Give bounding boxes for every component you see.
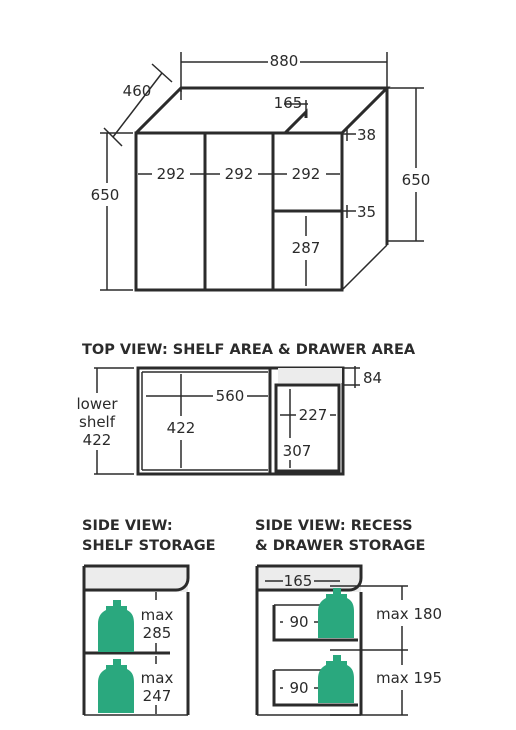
recess-165-label: 165 [273,94,303,112]
lower-drawer-depth: 90 [289,679,309,697]
bottle-lower [98,659,134,713]
recess-165-side: 165 [283,572,313,590]
side-drawer-heading-2: & DRAWER STORAGE [255,538,426,554]
side-view-drawer [255,518,442,715]
lower-max-value: 247 [142,687,172,705]
height-right-650: 650 [401,171,431,189]
width-880-label: 880 [269,52,299,70]
upper-drawer-depth: 90 [289,613,309,631]
door-3-width: 292 [291,165,321,183]
upper-max-label: max [140,606,174,624]
drawer-bottle-upper [318,588,354,638]
door-1-width: 292 [156,165,186,183]
lower-drawer-max: max 195 [376,669,443,687]
drawer-gap-35: 35 [357,203,377,221]
drawer-width-227: 227 [298,406,328,424]
side-shelf-heading-2: SHELF STORAGE [82,538,216,554]
lower-shelf-value: 422 [82,431,112,449]
door-2-width: 292 [224,165,254,183]
shelf-width-560: 560 [215,387,245,405]
top-view-heading: TOP VIEW: SHELF AREA & DRAWER AREA [82,342,416,358]
offset-84: 84 [363,369,383,387]
top-view [76,342,415,474]
front-view [91,52,431,290]
drawer-bottle-lower [318,655,354,703]
side-shelf-heading-1: SIDE VIEW: [82,518,173,534]
side-drawer-heading-1: SIDE VIEW: RECESS [255,518,413,534]
side-view-shelf [82,518,216,715]
lower-max-label: max [140,669,174,687]
upper-max-value: 285 [142,624,172,642]
height-left-650: 650 [90,186,120,204]
lower-label-2: shelf [79,413,115,431]
top-gap-38: 38 [357,126,377,144]
shelf-depth-422: 422 [166,419,196,437]
drawer-height-287: 287 [291,239,321,257]
depth-460-label: 460 [122,82,152,100]
lower-label-1: lower [76,395,118,413]
upper-drawer-max: max 180 [376,605,443,623]
bottle-upper [98,600,134,652]
drawer-depth-307: 307 [282,442,312,460]
